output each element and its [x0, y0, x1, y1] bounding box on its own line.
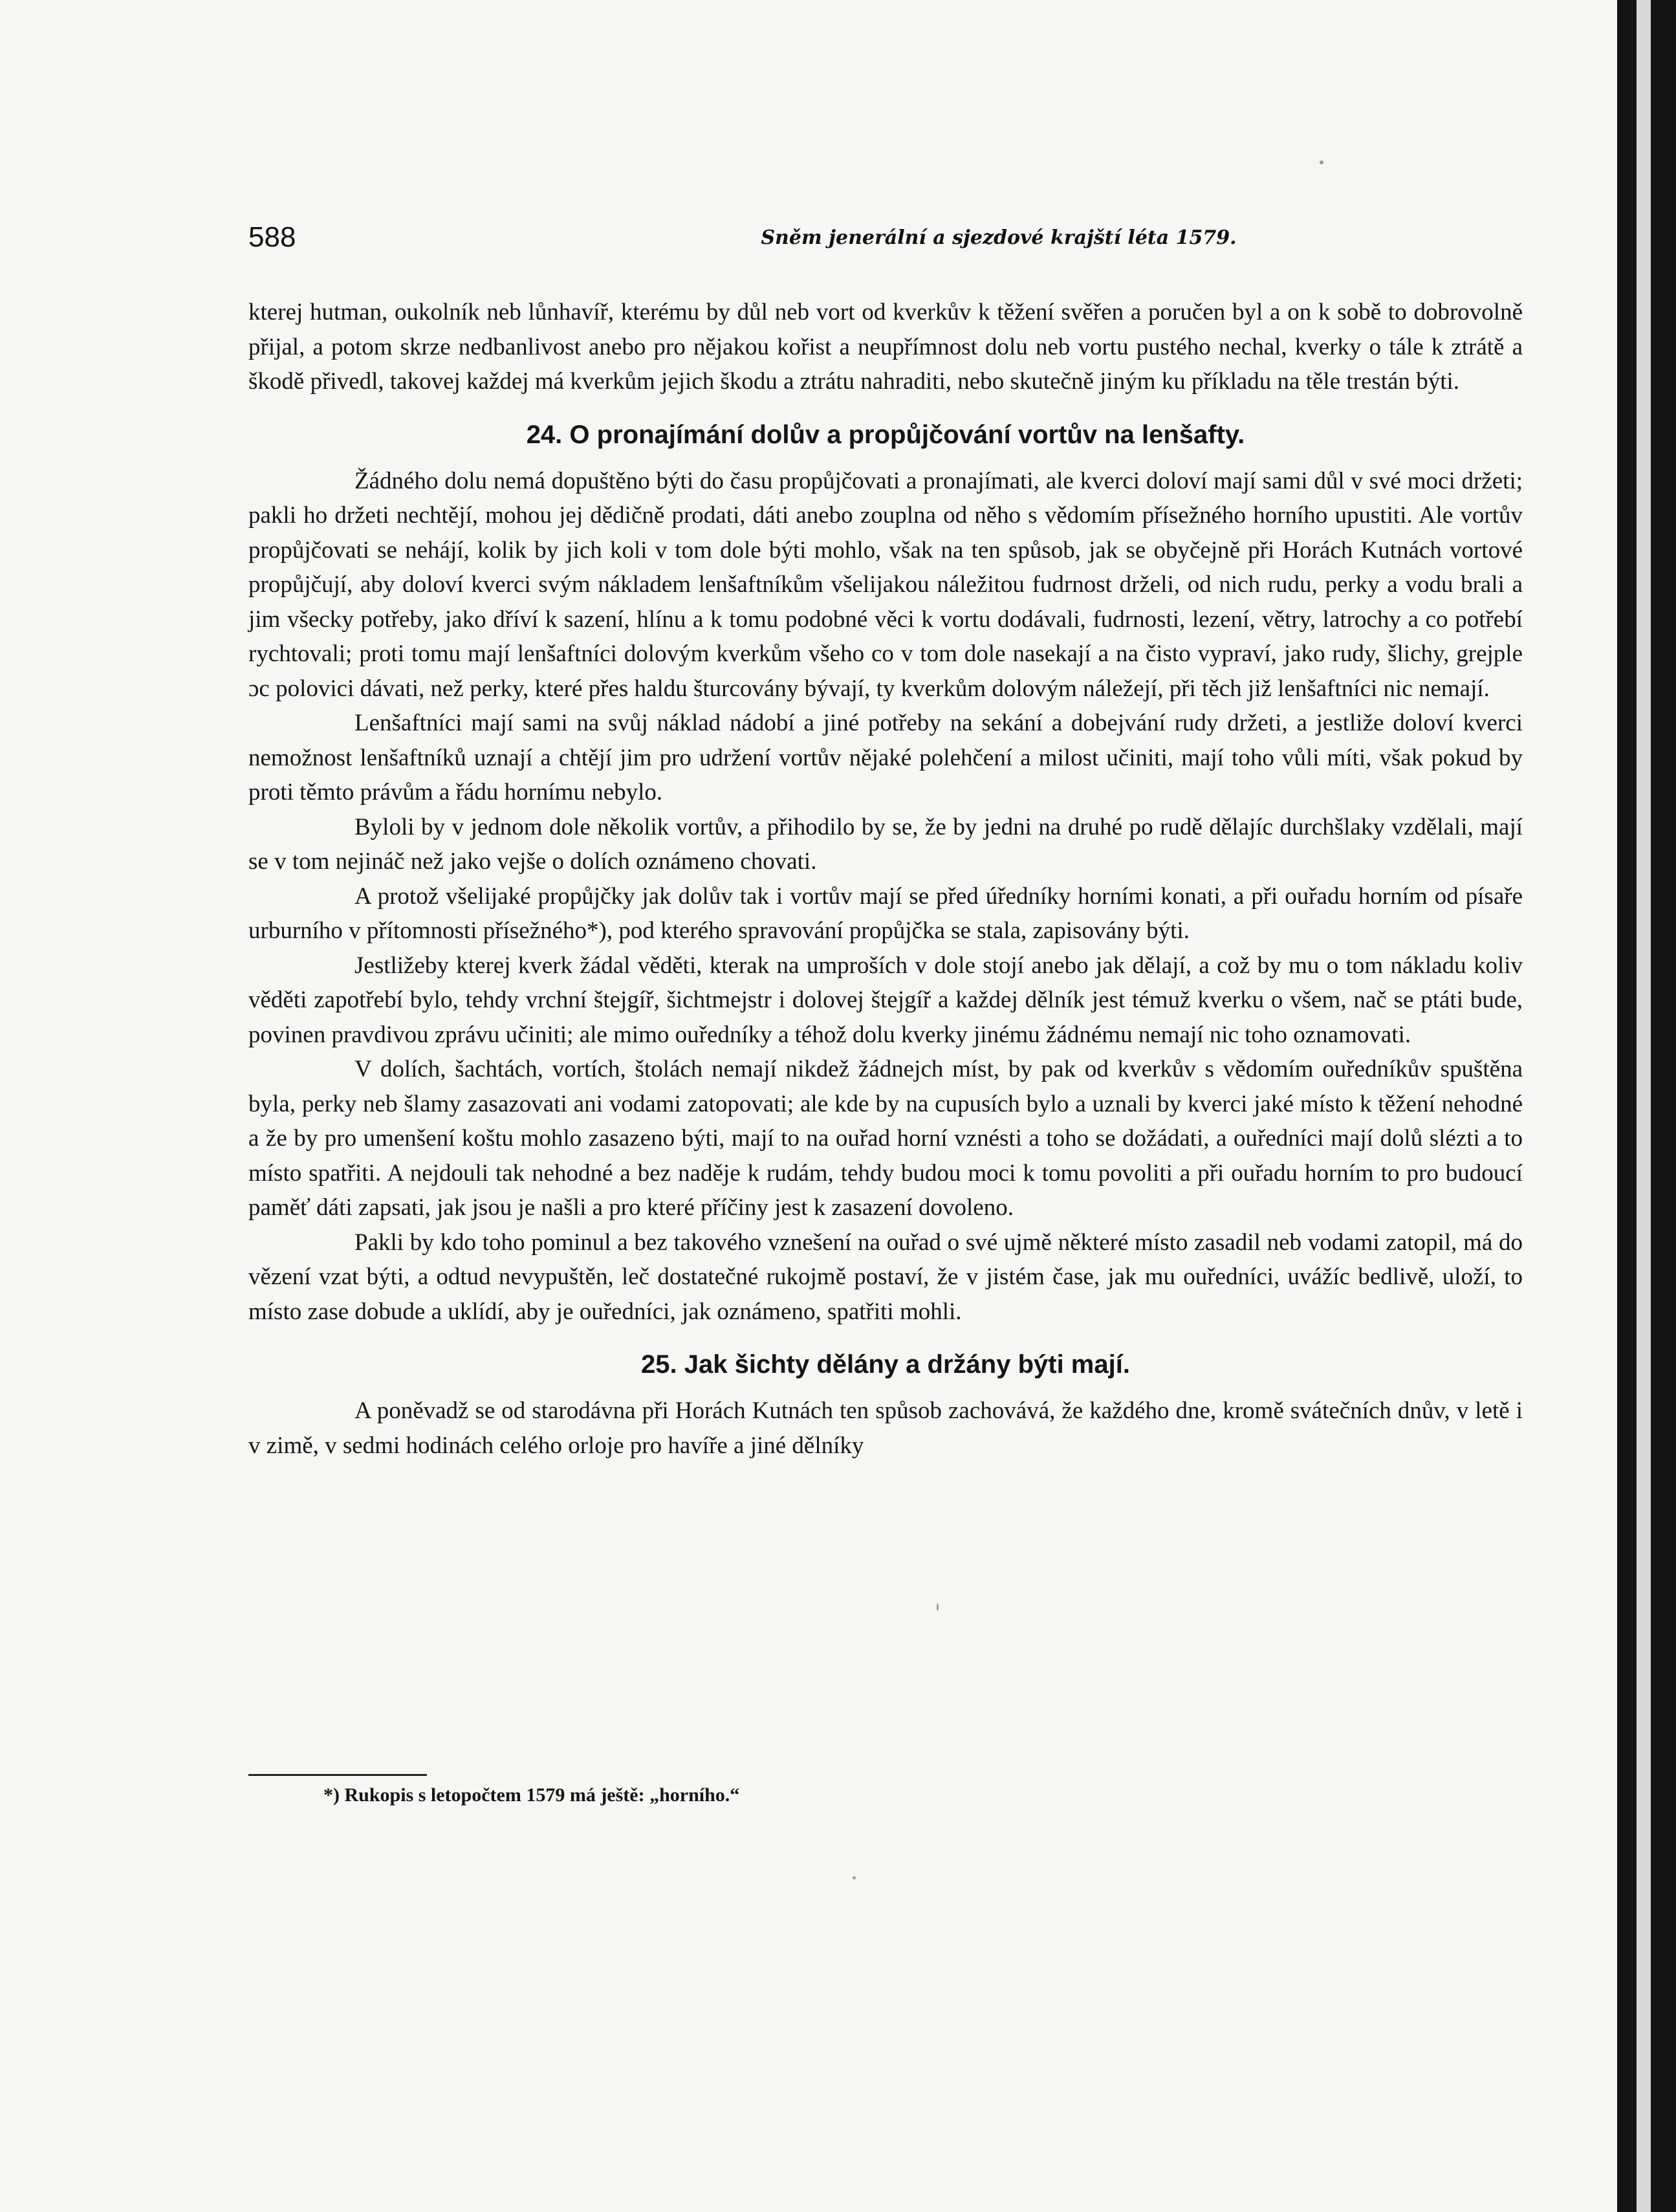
section-24-paragraph-5: Jestližeby kterej kverk žádal věděti, kterak na umproších v dole stojí anebo jak dělají, a což by mu o tom nákladu koliv věděti zapotřebí bylo, tehdy vrchní štejgíř, šichtmejstr i dolovej štejgíř a každej dělník jest témuž kverku o všem, nač se ptáti bude, povinen pravdivou zprávu učiniti; ale mimo ouředníky a téhož dolu kverky jinému žádnému nemají nic toho oznamovati. [248, 952, 1523, 1048]
running-title: Sněm jenerální a sjezdové krajští léta 1579. [761, 226, 1237, 249]
footnote-rule [248, 1774, 427, 1776]
scan-light-strip [1637, 0, 1651, 2212]
intro-paragraph: kterej hutman, oukolník neb lůnhavíř, kterému by důl neb vort od kverkův k těžení svěřen a poručen byl a on k sobě to dobrovolně přijal, a potom skrze nedbanlivost anebo pro nějakou kořist a neupřímnost dolu neb vortu pustého nechal, kverky o tále k ztrátě a škodě přivedl, takovej každej má kverkům jejich škodu a ztrátu nahraditi, nebo skutečně jiným ku příkladu na těle trestán býti. [248, 299, 1523, 395]
page-number: 588 [248, 221, 296, 253]
section-24-paragraph-7: Pakli by kdo toho pominul a bez takového vznešení na ouřad o své ujmě některé místo zasadil neb vodami zatopil, má do vězení vzat býti, a odtud nevypuštěn, leč dostatečné rukojmě postaví, že v jistém čase, jak mu ouředníci, uvážíc bedlivě, uloží, to místo zase dobude a uklídí, aby je ouředníci, jak oznámeno, spatřiti mohli. [248, 1229, 1523, 1325]
scan-speck [937, 1603, 939, 1611]
scan-speck [1320, 160, 1323, 164]
section-25-heading: 25. Jak šichty dělány a držány býti mají. [641, 1350, 1130, 1379]
section-24-paragraph-2: Lenšaftníci mají sami na svůj náklad nádobí a jiné potřeby na sekání a dobejvání rudy držeti, a jestliže doloví kverci nemožnost lenšaftníků uznají a chtějí jim pro udržení vortův nějaké polehčení a milost učiniti, mají toho vůli míti, však pokud by proti těmto právům a řádu hornímu nebylo. [248, 710, 1523, 805]
page-header [248, 220, 1516, 259]
section-24-heading: 24. O pronajímání dolův a propůjčování vortův na lenšafty. [526, 420, 1245, 449]
section-25-paragraph-1: A poněvadž se od starodávna při Horách Kutnách ten spůsob zachovává, že každého dne, kromě svátečních dnův, v letě i v zimě, v sedmi hodinách celého orloje pro havíře a jiné dělníky [248, 1397, 1523, 1459]
footnote: *) Rukopis s letopočtem 1579 má ještě: „horního.“ [323, 1784, 740, 1806]
section-24-paragraph-6: V dolích, šachtách, vortích, štolách nemají nikdež žádnejch míst, by pak od kverkův s vědomím ouředníkův spuštěna byla, perky neb šlamy zasazovati ani vodami zatopovati; ale kde by na cupusích bylo a uznali by kverci jaké místo k těžení nehodné a že by pro umenšení koštu mohlo zasazeno býti, mají to na ouřad horní vznésti a toho se dožádati, a ouředníci mají dolů slézti a to místo spatřiti. A nejdouli tak nehodné a bez naděje k rudám, tehdy budou moci k tomu povoliti a při ouřadu horním to pro budoucí paměť dáti zapsati, jak jsou je našli a pro které příčiny jest k zasazení dovoleno. [248, 1056, 1523, 1221]
main-text [248, 295, 1523, 1463]
section-24-paragraph-3: Byloli by v jednom dole několik vortův, a přihodilo by se, že by jedni na druhé po rudě dělajíc durchšlaky vzdělali, mají se v tom nejináč než jako vejše o dolích oznámeno chovati. [248, 813, 1523, 875]
section-24-paragraph-4: A protož všelijaké propůjčky jak dolův tak i vortův mají se před úředníky horními konati, a při ouřadu horním od písaře urburního v přítomnosti přísežného*), pod kterého spravování propůjčka se stala, zapisovány býti. [248, 882, 1523, 944]
section-24-paragraph-1: Žádného dolu nemá dopuštěno býti do času propůjčovati a pronajímati, ale kverci doloví mají sami důl v své moci držeti; pakli ho držeti nechtějí, mohou jej dědičně prodati, dáti anebo zouplna od něho s vědomím přísežného horního upustiti. Ale vortův propůjčovati se nehájí, kolik by jich koli v tom dole býti mohlo, však na ten spůsob, jak se obyčejně při Horách Kutnách vortové propůjčují, aby doloví kverci svým nákladem lenšaftníkům všelijakou náležitou fudrnost drželi, od nich rudu, perky a vodu brali a jim všecky potřeby, jako dříví k sazení, hlínu a k tomu podobné věci k vortu dodávali, fudrnosti, lezení, větry, latrochy a co potřebí rychtovali; proti tomu mají lenšaftníci dolovým kverkům všeho co v tom dole nasekají a na čisto vypraví, jako rudy, šlichy, grejple ɔc polovici dávati, než perky, které přes haldu šturcovány bývají, ty kverkům dolovým náležejí, při těch již lenšaftníci nic nemají. [248, 467, 1523, 702]
scan-speck [853, 1876, 856, 1879]
